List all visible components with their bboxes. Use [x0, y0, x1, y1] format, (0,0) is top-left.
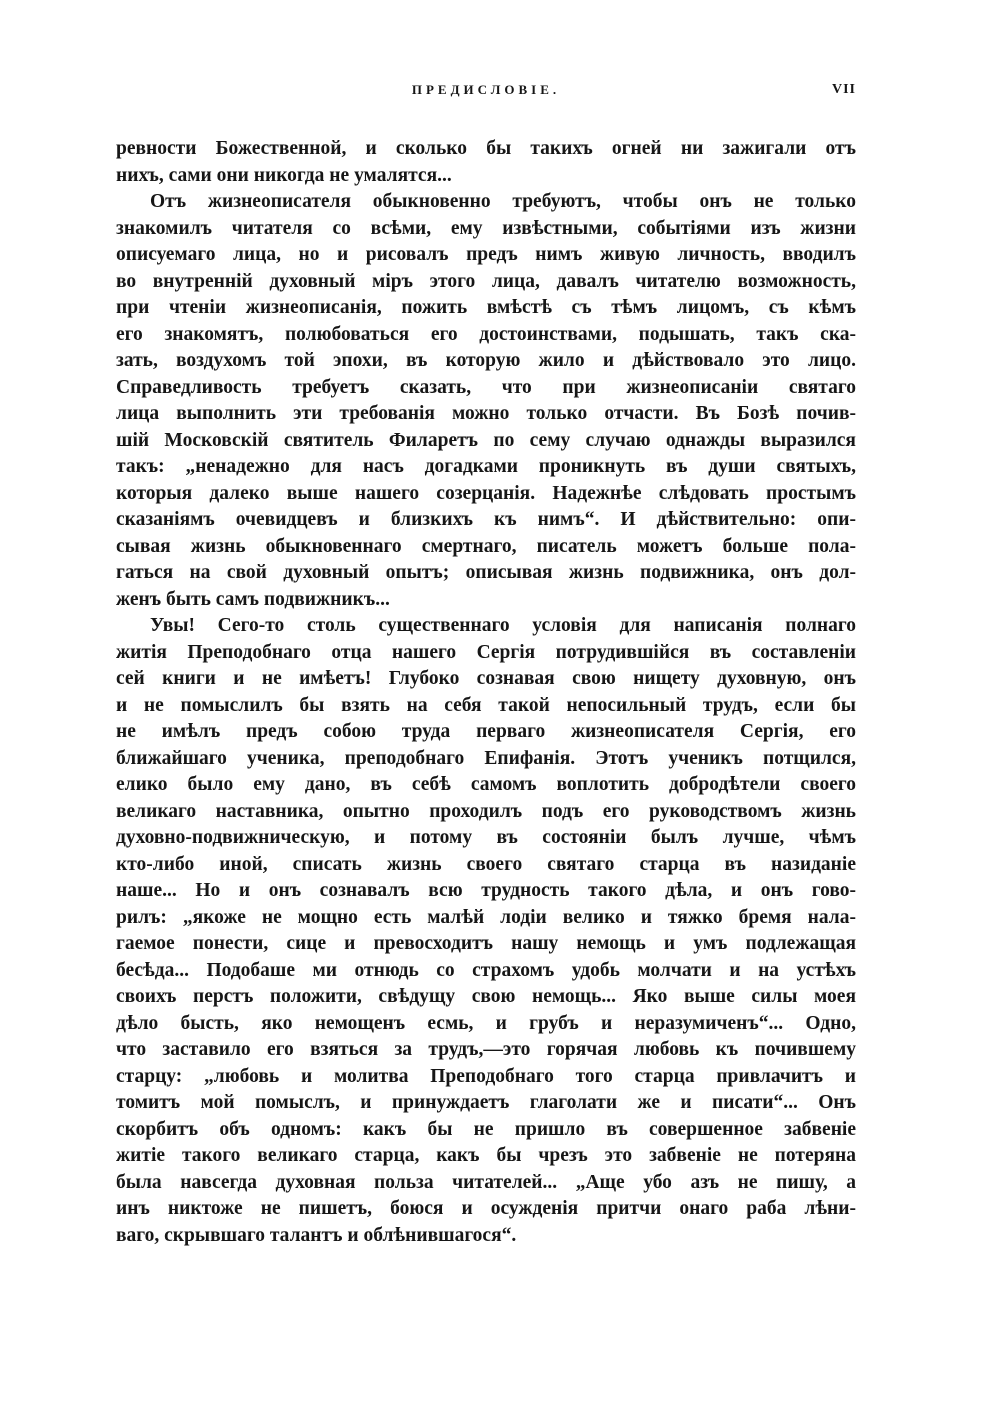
- text-line: дѣло бысть, яко немощенъ есмь, и грубъ и неразумиченъ“... Одно,: [116, 1012, 856, 1034]
- text-line: старцу: „любовь и молитва Преподобнаго того старца привлачитъ и: [116, 1065, 856, 1087]
- text-line: скорбитъ объ одномъ: какъ бы не пришло въ совершенное забвеніе: [116, 1118, 856, 1140]
- text-line: сказаніямъ очевидцевъ и близкихъ къ нимъ“. И дѣйствительно: опи-: [116, 509, 856, 530]
- page-number: VII: [831, 82, 856, 97]
- text-line: зать, воздухомъ той эпохи, въ которую жило и дѣйствовало это лицо.: [116, 350, 856, 371]
- text-line: его знакомятъ, полюбоваться его достоинствами, подышать, такъ ска-: [116, 323, 856, 345]
- text-line: сывая жизнь обыкновеннаго смертнаго, писатель можетъ больше пола-: [116, 535, 856, 557]
- page-header: [116, 82, 856, 108]
- text-line: сей книги и не имѣетъ! Глубоко сознавая свою нищету духовную, онъ: [116, 668, 856, 689]
- text-line: рилъ: „якоже не мощно есть малѣй лодіи велико и тяжко бремя нала-: [116, 906, 856, 928]
- book-page: [116, 82, 856, 1249]
- text-line: при чтеніи жизнеописанія, пожить вмѣстѣ съ тѣмъ лицомъ, съ кѣмъ: [116, 297, 856, 318]
- text-line: Отъ жизнеописателя обыкновенно требуютъ, чтобы онъ не только: [150, 191, 856, 212]
- text-line: духовно-подвижническую, и потому въ состояніи былъ лучше, чѣмъ: [116, 827, 856, 848]
- text-line: кто-либо иной, списать жизнь своего святаго старца въ назиданіе: [116, 853, 856, 875]
- text-line: великаго наставника, опытно проходилъ подъ его руководствомъ жизнь: [116, 800, 856, 822]
- text-line: лица выполнить эти требованія можно только отчасти. Въ Бозѣ почив-: [116, 403, 856, 424]
- text-line: житія Преподобнаго отца нашего Сергія потрудившійся въ составленіи: [116, 641, 856, 663]
- text-line: инъ никтоже не пишетъ, боюся и осужденія притчи онаго раба лѣни-: [116, 1198, 856, 1219]
- text-line: и не помыслилъ бы взять на себя такой непосильный трудъ, если бы: [116, 694, 856, 716]
- text-line: во внутренній духовный міръ этого лица, давалъ читателю возможность,: [116, 270, 856, 292]
- text-line: наше... Но и онъ сознавалъ всю трудность такого дѣла, и онъ гово-: [116, 880, 856, 901]
- text-line: что заставило его взяться за трудъ,—это горячая любовь къ почившему: [116, 1039, 856, 1060]
- running-title: ПРЕДИСЛОВІЕ.: [411, 82, 561, 97]
- text-line: знакомилъ читателя со всѣми, ему извѣстными, событіями изъ жизни: [116, 217, 856, 239]
- body-text: [116, 136, 856, 1249]
- text-line: нихъ, сами они никогда не умалятся...: [116, 164, 452, 186]
- text-line: которыя далеко выше нашего созерцанія. Надежнѣе слѣдовать простымъ: [116, 482, 856, 504]
- text-line: Справедливость требуетъ сказать, что при жизнеописаніи святаго: [116, 376, 856, 398]
- text-line: ближайшаго ученика, преподобнаго Епифанія. Этотъ ученикъ потщился,: [116, 747, 856, 769]
- text-line: шій Московскій святитель Филаретъ по сему случаю однажды выразился: [116, 429, 856, 451]
- text-line: бесѣда... Подобаше ми отнюдь со страхомъ удобь молчати и на устѣхъ: [116, 959, 856, 981]
- text-line: женъ быть самъ подвижникъ...: [116, 588, 390, 610]
- paragraph: [116, 613, 856, 1249]
- text-line: ревности Божественной, и сколько бы такихъ огней ни зажигали отъ: [116, 138, 856, 159]
- paragraph: [116, 189, 856, 613]
- text-line: ваго, скрывшаго талантъ и облѣнившагося“.: [116, 1224, 517, 1246]
- text-line: томитъ мой помыслъ, и принуждаетъ глаголати же и писати“... Онъ: [116, 1092, 856, 1113]
- text-line: такъ: „ненадежно для насъ догадками проникнуть въ души святыхъ,: [116, 456, 856, 477]
- text-line: житіе такого великаго старца, какъ бы чрезъ это забвеніе не потеряна: [116, 1145, 856, 1166]
- text-line: была навсегда духовная польза читателей... „Аще убо азъ не пишу, а: [116, 1171, 856, 1193]
- text-line: описуемаго лица, но и рисовалъ предъ нимъ живую личность, вводилъ: [116, 244, 856, 265]
- text-line: гаемое понести, сице и превосходитъ нашу немощь и умъ подлежащая: [116, 933, 856, 954]
- text-line: своихъ перстъ положити, свѣдущу свою немощь... Яко выше силы моея: [116, 986, 856, 1007]
- text-line: гаться на свой духовный опытъ; описывая жизнь подвижника, онъ дол-: [116, 562, 856, 583]
- text-line: Увы! Сего-то столь существеннаго условія для написанія полнаго: [150, 615, 856, 636]
- text-line: елико было ему дано, въ себѣ самомъ воплотить добродѣтели своего: [116, 774, 856, 795]
- text-line: не имѣлъ предъ собою труда перваго жизнеописателя Сергія, его: [116, 721, 856, 742]
- paragraph: [116, 136, 856, 189]
